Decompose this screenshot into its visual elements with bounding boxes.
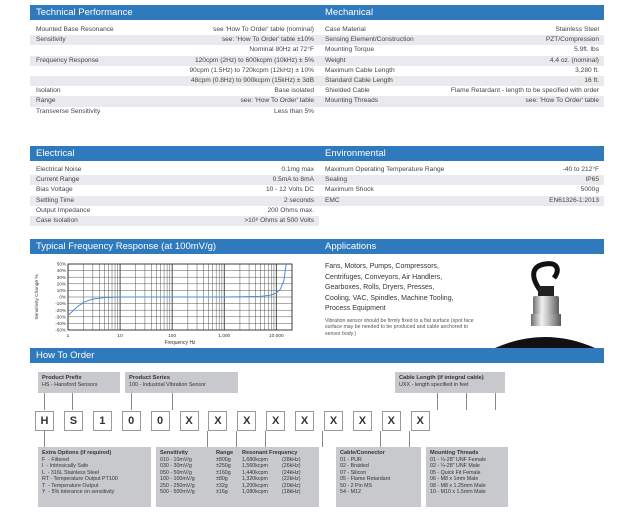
option-item: 54 - M12 — [340, 489, 361, 496]
spec-label: Bias Voltage — [36, 186, 73, 194]
spec-label: Case Isolation — [36, 216, 78, 224]
product-prefix-box — [38, 372, 120, 393]
spec-row — [30, 107, 319, 117]
option-item: F - Filtered — [42, 456, 70, 463]
connector — [409, 431, 410, 447]
spec-value: see: 'How To Order' table — [525, 97, 599, 105]
option-item: I - Intrinsically Safe — [42, 463, 89, 470]
spec-value: 90cpm (1.5Hz) to 720kcpm (12kHz) ± 10% — [189, 66, 314, 74]
cable-length-text: UXX - length specified in feet — [399, 382, 469, 388]
tech-performance-title: Technical Performance — [36, 7, 133, 18]
spec-value: Nominal 80Hz at 72°F — [249, 46, 314, 54]
tech-performance-table — [30, 25, 319, 117]
x-tick-label: 100 — [168, 334, 177, 339]
application-line: Fans, Motors, Pumps, Compressors, — [325, 263, 439, 270]
sens-cell: 030 - 30mV/g — [160, 463, 192, 470]
spec-value: Flame Retardant - length to be specified with order — [450, 87, 599, 95]
sens-cell: (20kHz) — [282, 482, 301, 489]
how-to-order-header — [30, 348, 604, 363]
extra-options-title: Extra Options (if required) — [42, 450, 112, 456]
product-series-title: Product Series — [129, 375, 170, 381]
spec-value: IP65 — [585, 176, 599, 184]
mounting-threads-box — [426, 447, 508, 507]
order-code-char: 1 — [93, 411, 112, 431]
spec-row — [30, 96, 319, 106]
y-tick-label: 40% — [56, 268, 66, 274]
tech-performance-header — [30, 5, 319, 20]
y-tick-label: 0% — [59, 294, 66, 300]
spec-value: see: 'How To Order' table ±10% — [221, 36, 314, 44]
option-item: 01 - ¼-28" UNF Female — [430, 456, 487, 463]
electrical-table — [30, 165, 319, 226]
connector — [466, 393, 467, 410]
spec-value: 200 Ohms max. — [267, 206, 314, 214]
y-tick-label: 30% — [56, 274, 66, 280]
freq-response-header — [30, 239, 319, 254]
sens-cell: 500 - 500mV/g — [160, 489, 195, 496]
sens-cell: 1,320kcpm — [242, 476, 268, 483]
spec-row — [30, 76, 319, 86]
how-to-order-title: How To Order — [36, 350, 95, 361]
spec-label: Mounting Threads — [325, 97, 379, 105]
applications-list — [325, 262, 475, 337]
spec-value: 4.4 oz. (nominal) — [549, 56, 599, 64]
y-tick-label: -30% — [55, 314, 66, 320]
order-code-char: X — [180, 411, 199, 431]
option-item: 10 - M10 x 1.5mm Male — [430, 489, 486, 496]
application-line: Cooling, VAC, Spindles, Machine Tooling, — [325, 294, 454, 302]
spec-row — [30, 216, 319, 226]
spec-row — [30, 165, 319, 175]
cable-length-title: Cable Length (if integral cable) — [399, 375, 484, 381]
y-tick-label: 20% — [56, 281, 66, 287]
spec-row — [30, 175, 319, 185]
environmental-table — [319, 165, 604, 206]
spec-label: Weight — [325, 56, 346, 64]
spec-row — [319, 25, 604, 35]
spec-label: Isolation — [36, 87, 61, 95]
cable-connector-box — [336, 447, 421, 507]
order-code-char: X — [266, 411, 285, 431]
spec-label: Sealing — [325, 176, 347, 184]
option-item: 05 - Quick Fit Female — [430, 469, 481, 476]
spec-label: Mounted Base Resonance — [36, 26, 114, 33]
product-prefix-title: Product Prefix — [42, 375, 82, 381]
connector — [495, 393, 496, 410]
y-tick-label: -20% — [55, 307, 66, 313]
spec-value: 0.1mg max — [281, 166, 314, 173]
spec-row — [30, 45, 319, 55]
order-code-char: X — [411, 411, 430, 431]
spec-label: Maximum Cable Length — [325, 66, 395, 74]
spec-row — [319, 185, 604, 195]
spec-row — [319, 56, 604, 66]
sens-cell: ±16g — [216, 489, 228, 496]
spec-label: Sensing Element/Construction — [325, 36, 414, 44]
sens-cell: 010 - 10mV/g — [160, 456, 192, 463]
sens-cell: 250 - 250mV/g — [160, 482, 195, 489]
order-code-char: X — [382, 411, 401, 431]
sens-cell: (26kHz) — [282, 463, 301, 470]
mechanical-table — [319, 25, 604, 107]
applications-title: Applications — [325, 241, 377, 252]
spec-label: Shielded Cable — [325, 87, 370, 95]
connector — [172, 393, 173, 410]
x-axis-label: Frequency Hz — [164, 340, 196, 346]
option-item: 07 - Silicon — [340, 469, 367, 476]
frequency-response-chart — [30, 258, 319, 346]
sens-row — [160, 489, 315, 496]
extra-options-box — [38, 447, 151, 507]
spec-value: 2 seconds — [283, 196, 314, 204]
y-tick-label: 50% — [56, 261, 66, 267]
spec-label: Range — [36, 97, 56, 105]
y-tick-label: -50% — [55, 327, 66, 333]
cable-connector-title: Cable/Connector — [340, 450, 385, 456]
connector — [380, 431, 381, 447]
sens-cell: 050 - 50mV/g — [160, 469, 192, 476]
freq-response-title: Typical Frequency Response (at 100mV/g) — [36, 241, 217, 252]
spec-label: Frequency Response — [36, 56, 99, 64]
spec-row — [30, 86, 319, 96]
spec-row — [319, 165, 604, 175]
product-series-box — [125, 372, 238, 393]
order-code-char: S — [64, 411, 83, 431]
response-curve — [68, 264, 286, 315]
environmental-title: Environmental — [325, 148, 386, 159]
connector — [44, 393, 45, 410]
option-item: Y - 5% tolerance on sensitivity — [42, 489, 115, 496]
electrical-header — [30, 146, 319, 161]
y-tick-label: 10% — [56, 288, 66, 293]
application-line: Process Equipment — [325, 305, 386, 313]
x-tick-label: 10,000 — [268, 334, 284, 339]
spec-value: 48cpm (0.8Hz) to 900kcpm (15kHz) ± 3dB — [190, 76, 314, 84]
spec-value: Less than 5% — [274, 107, 314, 115]
product-prefix-text: HS - Hansford Sensors — [42, 382, 98, 388]
option-item: RT - Temperature Output PT100 — [42, 476, 118, 483]
spec-label: Current Range — [36, 176, 80, 184]
spec-value: 5.9ft. lbs — [574, 46, 599, 54]
spec-value: >10⁸ Ohms at 500 Volts — [244, 216, 314, 224]
option-item: L - 316L Stainless Steel — [42, 469, 100, 476]
sens-cell: 1,080kcpm — [242, 489, 268, 496]
spec-row — [30, 196, 319, 206]
spec-label: Sensitivity — [36, 36, 66, 44]
sens-cell: 1,440kcpm — [242, 469, 268, 476]
connector — [265, 431, 266, 447]
mounting-threads-title: Mounting Threads — [430, 450, 479, 456]
x-tick-label: 1,000 — [218, 334, 231, 339]
option-item: 02 - Braided — [340, 463, 369, 470]
mechanical-title: Mechanical — [325, 7, 374, 18]
spec-row — [319, 175, 604, 185]
order-code-char: X — [237, 411, 256, 431]
order-code-char: 0 — [122, 411, 141, 431]
spec-row — [319, 45, 604, 55]
spec-label: Transverse Sensitivity — [36, 107, 101, 115]
connector — [72, 393, 73, 410]
x-tick-label: 1 — [66, 334, 70, 339]
option-item: 08 - M8 x 1.25mm Male — [430, 482, 486, 489]
option-item: 05 - Flame Retardant — [340, 476, 391, 483]
sens-header: Resonant Frequency — [242, 450, 298, 456]
sens-cell: ±32g — [216, 482, 228, 489]
connector — [322, 431, 323, 447]
order-code-char: X — [324, 411, 343, 431]
spec-value: Base isolated — [274, 87, 314, 95]
y-axis-label: Sensitivity Change % — [35, 274, 40, 320]
spec-value: 5000g — [580, 186, 599, 194]
environmental-header — [319, 146, 604, 161]
sens-cell: (28kHz) — [282, 456, 301, 463]
connector — [131, 393, 132, 410]
order-code-char: H — [35, 411, 54, 431]
option-item: T - Temperature Output — [42, 482, 99, 489]
spec-value: 120cpm (2Hz) to 600kcpm (10kHz) ± 5% — [194, 56, 314, 64]
connector — [437, 393, 438, 410]
mounting-note: Vibration sensor should be firmly fixed to a flat surface (spot face surface may be needed to be produced and cable anchored to sensor body.) — [325, 317, 474, 337]
sens-cell: 100 - 100mV/g — [160, 476, 195, 483]
spec-row — [319, 96, 604, 106]
sens-cell: (18kHz) — [282, 489, 301, 496]
x-tick-label: 10 — [117, 334, 123, 339]
sens-cell: 1,560kcpm — [242, 463, 268, 470]
spec-row — [30, 206, 319, 216]
order-code-char: X — [353, 411, 372, 431]
cable-length-box — [395, 372, 505, 393]
spec-label: Maximum Shock — [325, 186, 374, 194]
spec-row — [30, 35, 319, 45]
spec-label: Electrical Noise — [36, 166, 82, 173]
product-series-text: 100 - Industrial Vibration Sensor — [129, 382, 206, 388]
mechanical-header — [319, 5, 604, 20]
spec-label: Settling Time — [36, 196, 75, 204]
spec-row — [319, 35, 604, 45]
connector — [236, 431, 237, 447]
spec-row — [319, 66, 604, 76]
spec-label: Standard Cable Length — [325, 76, 393, 84]
spec-row — [30, 25, 319, 35]
spec-row — [319, 76, 604, 86]
option-item: 50 - 2 Pin MS — [340, 482, 373, 489]
spec-value: Stainless Steel — [555, 26, 599, 33]
sens-cell: ±800g — [216, 456, 231, 463]
electrical-title: Electrical — [36, 148, 75, 159]
connector — [44, 431, 45, 447]
y-tick-label: -10% — [55, 301, 66, 307]
spec-value: see: 'How To Order' table — [240, 97, 314, 105]
connector — [207, 431, 208, 447]
spec-row — [30, 56, 319, 66]
spec-value: EN61326-1:2013 — [549, 196, 599, 204]
application-line: Gearboxes, Rolls, Dryers, Presses, — [325, 284, 435, 292]
spec-value: PZT/Compression — [545, 36, 599, 44]
spec-label: Output Impedance — [36, 206, 91, 214]
order-code-char: X — [208, 411, 227, 431]
sens-header: Range — [216, 450, 234, 456]
order-code-char: X — [295, 411, 314, 431]
spec-value: 0.5mA to 8mA — [272, 176, 314, 184]
spec-value: see 'How To Order' table (nominal) — [213, 26, 314, 33]
sens-cell: 1,680kcpm — [242, 456, 268, 463]
order-code-char: 0 — [151, 411, 170, 431]
spec-value: 3,280 ft. — [575, 66, 599, 74]
sens-header: Sensitivity — [160, 450, 188, 456]
sens-cell: ±250g — [216, 463, 231, 470]
sens-cell: ±80g — [216, 476, 228, 483]
sensor-image — [490, 256, 600, 348]
y-tick-label: -40% — [55, 321, 66, 326]
sensitivity-table-box — [156, 447, 319, 507]
application-line: Centrifuges, Conveyors, Air Handlers, — [325, 273, 443, 281]
spec-row — [319, 196, 604, 206]
spec-value: 10 - 12 Volts DC — [265, 186, 314, 194]
option-item: 02 - ¼-28" UNF Male — [430, 463, 480, 470]
sens-cell: 1,200kcpm — [242, 482, 268, 489]
spec-row — [30, 66, 319, 76]
sens-cell: ±160g — [216, 469, 231, 476]
sens-cell: (24kHz) — [282, 469, 301, 476]
spec-label: EMC — [325, 196, 340, 204]
spec-label: Mounting Torque — [325, 46, 374, 54]
spec-value: 16 ft. — [584, 76, 599, 84]
spec-label: Maximum Operating Temperature Range — [325, 166, 445, 173]
spec-label: Case Material — [325, 26, 366, 33]
spec-row — [319, 86, 604, 96]
applications-header — [319, 239, 604, 254]
sens-cell: (22kHz) — [282, 476, 301, 483]
option-item: 06 - M8 x 1mm Male — [430, 476, 479, 483]
spec-row — [30, 185, 319, 195]
spec-value: -40 to 212°F — [562, 166, 599, 173]
option-item: 01 - PUR — [340, 456, 362, 463]
